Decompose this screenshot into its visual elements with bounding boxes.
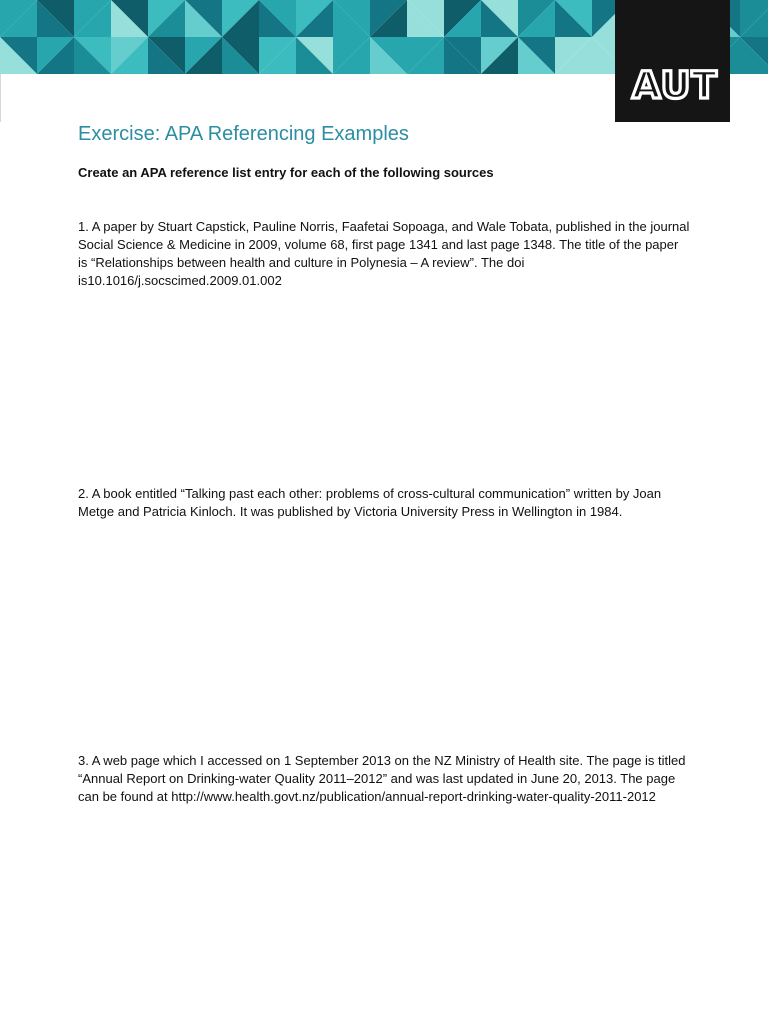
exercise-item-2: 2. A book entitled “Talking past each other: problems of cross-cultural communication” written by Joan Metge and Patricia Kinloch. It was published by Victoria University Press in Wellington in 1984. <box>78 486 662 519</box>
page-border-line <box>0 74 1 122</box>
aut-logo-text: AUT <box>632 64 718 107</box>
exercise-item-1: 1. A paper by Stuart Capstick, Pauline Norris, Faafetai Sopoaga, and Wale Tobata, published in the journal Social Science & Medicine in 2009, volume 68, first page 1341 and last page 1348. The title of the paper is “Relationships between health and culture in Polynesia – A review”. The doi is10.1016/j.socscimed.2009.01.002 <box>78 219 690 288</box>
exercise-item-3: 3. A web page which I accessed on 1 September 2013 on the NZ Ministry of Health site. The page is titled “Annual Report on Drinking-water Quality 2011–2012” and was last updated in June 20, 2013. The page can be found at http://www.health.govt.nz/publication/annual-report-drinking-water-quality-2011-2012 <box>78 753 686 804</box>
page-title: Exercise: APA Referencing Examples <box>78 123 409 145</box>
instruction-text: Create an APA reference list entry for each of the following sources <box>78 165 494 180</box>
